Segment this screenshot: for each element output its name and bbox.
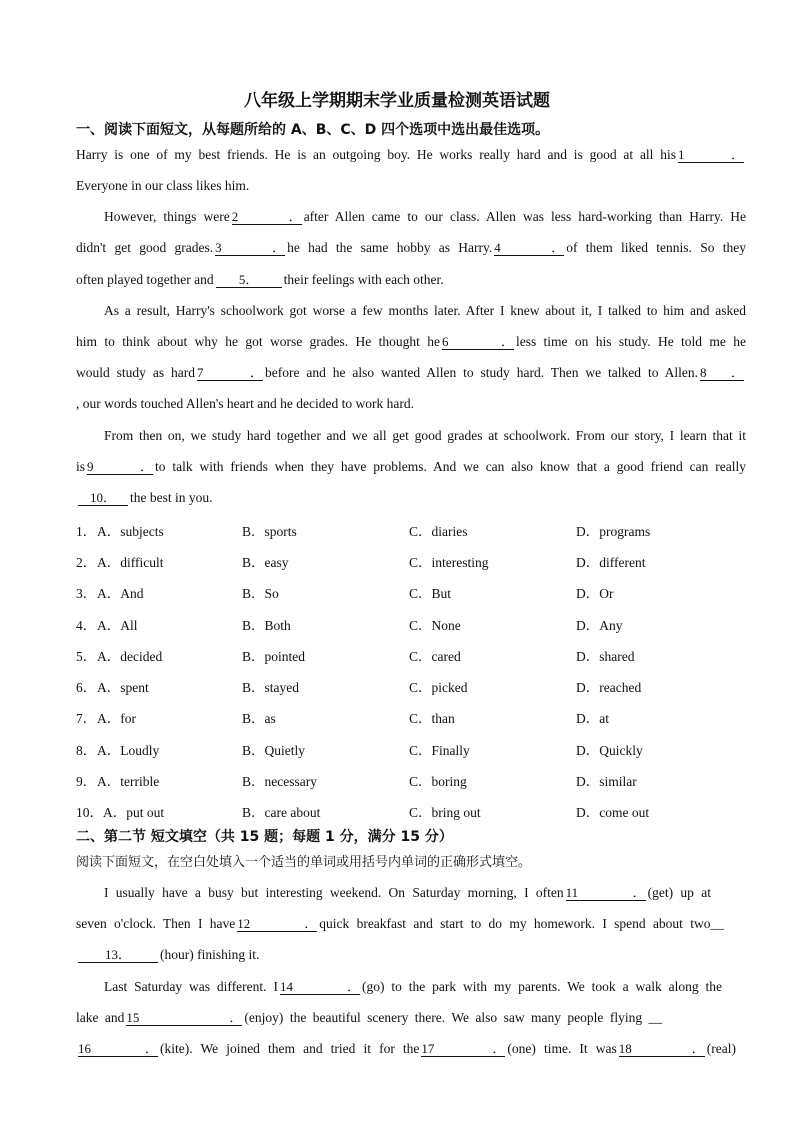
answer-blank[interactable]: 16．: [78, 1041, 158, 1056]
question-number: 7．: [76, 711, 97, 726]
passage-text: As a result, Harry's schoolwork got worse a few months later. After I knew about it, I talked to him and asked: [104, 303, 746, 318]
question-number: 2．: [76, 555, 97, 570]
answer-blank[interactable]: 18．: [618, 1041, 705, 1056]
option-b[interactable]: B．care about: [242, 805, 321, 820]
passage-line: [76, 1040, 736, 1058]
option-a[interactable]: A．for: [97, 711, 136, 726]
passage-text: (hour) finishing it.: [160, 947, 260, 962]
option-c[interactable]: C．boring: [409, 774, 467, 789]
question-number: 9．: [76, 774, 97, 789]
passage-line: [76, 239, 746, 257]
option-a[interactable]: A．put out: [103, 805, 165, 820]
option-b[interactable]: B．Both: [242, 618, 291, 633]
option-d[interactable]: D．programs: [576, 524, 651, 539]
option-c[interactable]: C．than: [409, 711, 455, 726]
answer-blank[interactable]: 12．: [237, 916, 318, 931]
answer-blank[interactable]: 1．: [678, 147, 744, 162]
question-number: 4．: [76, 618, 97, 633]
passage-text: less time on his study. He told me he: [515, 334, 746, 349]
option-d[interactable]: D．shared: [576, 649, 635, 664]
option-b[interactable]: B．easy: [242, 555, 289, 570]
option-c[interactable]: C．But: [409, 586, 452, 601]
passage-text: of them liked tennis. So they: [566, 240, 746, 255]
answer-blank[interactable]: 8．: [700, 365, 744, 380]
passage-text: From then on, we study hard together and we all get good grades at schoolwork. From our story, I learn that it: [104, 428, 746, 443]
passage-line: [76, 458, 746, 476]
passage-text: Last Saturday was different. I: [104, 979, 278, 994]
answer-blank[interactable]: 2．: [231, 209, 302, 224]
passage-text: (real): [706, 1041, 736, 1056]
passage-text: to talk with friends when they have problems. And we can also know that a good friend can really: [155, 459, 746, 474]
option-c[interactable]: C．diaries: [409, 524, 468, 539]
passage-text: Everyone in our class likes him.: [76, 178, 250, 193]
option-d[interactable]: D．different: [576, 555, 646, 570]
passage-line: [76, 271, 444, 289]
passage-line: [76, 364, 746, 382]
passage-text: (go) to the park with my parents. We took a walk along the: [361, 979, 723, 994]
option-d[interactable]: D．similar: [576, 774, 637, 789]
passage-line: [76, 177, 249, 195]
section2-instruction: 阅读下面短文，在空白处填入一个适当的单词或用括号内单词的正确形式填空。: [76, 855, 532, 870]
answer-blank[interactable]: 3．: [215, 240, 286, 255]
passage-line: [76, 489, 213, 507]
passage-text: he had the same hobby as Harry.: [287, 240, 493, 255]
passage-line: [104, 427, 746, 445]
passage-line: [76, 915, 724, 933]
passage-line: [104, 208, 746, 226]
passage-text: would study as hard: [76, 365, 195, 380]
answer-blank[interactable]: 13．: [78, 948, 158, 963]
option-d[interactable]: D．at: [576, 711, 609, 726]
passage-text: Harry is one of my best friends. He is an outgoing boy. He works really hard and is good at all his: [76, 147, 676, 162]
passage-text: didn't get good grades.: [76, 240, 214, 255]
passage-line: [104, 978, 722, 996]
option-b[interactable]: B．as: [242, 711, 276, 726]
passage-text: seven o'clock. Then I have: [76, 916, 236, 931]
passage-line: [76, 395, 414, 413]
passage-text: after Allen came to our class. Allen was less hard-working than Harry. He: [303, 209, 747, 224]
answer-blank[interactable]: 7．: [196, 365, 263, 380]
passage-text: (enjoy) the beautiful scenery there. We also saw many people flying __: [244, 1010, 662, 1025]
section2-heading: 二、第二节 短文填空（共 15 题；每题 1 分，满分 15 分）: [76, 829, 453, 845]
option-c[interactable]: C．cared: [409, 649, 461, 664]
answer-blank[interactable]: 14．: [279, 979, 360, 994]
question-number: 1．: [76, 524, 97, 539]
passage-text: is: [76, 459, 86, 474]
passage-text: often played together and: [76, 272, 214, 287]
passage-line: [76, 946, 259, 964]
option-b[interactable]: B．pointed: [242, 649, 305, 664]
answer-blank[interactable]: 15．: [126, 1010, 243, 1025]
option-d[interactable]: D．come out: [576, 805, 650, 820]
option-d[interactable]: D．Any: [576, 618, 623, 633]
passage-line: [76, 1009, 662, 1027]
question-number: 3．: [76, 586, 97, 601]
answer-blank[interactable]: 5．: [216, 273, 282, 288]
passage-text: (get) up at: [647, 885, 711, 900]
answer-blank[interactable]: 4．: [494, 240, 565, 255]
option-a[interactable]: A．spent: [97, 680, 149, 695]
option-c[interactable]: C．None: [409, 618, 461, 633]
passage-text: I usually have a busy but interesting weekend. On Saturday morning, I often: [104, 885, 564, 900]
passage-line: [76, 146, 746, 164]
option-b[interactable]: B．So: [242, 586, 279, 601]
option-a[interactable]: A．terrible: [97, 774, 160, 789]
option-b[interactable]: B．necessary: [242, 774, 317, 789]
option-a[interactable]: A．subjects: [97, 524, 164, 539]
answer-blank[interactable]: 10．: [78, 491, 128, 506]
question-number: 6．: [76, 680, 97, 695]
answer-blank[interactable]: 11．: [565, 885, 646, 900]
passage-text: their feelings with each other.: [283, 272, 444, 287]
passage-text: However, things were: [104, 209, 230, 224]
passage-text: quick breakfast and start to do my homework. I spend about two__: [319, 916, 724, 931]
passage-text: before and he also wanted Allen to study hard. Then we talked to Allen.: [264, 365, 698, 380]
page-title: 八年级上学期期末学业质量检测英语试题: [244, 91, 550, 111]
passage-line: [104, 302, 746, 320]
passage-text: , our words touched Allen's heart and he decided to work hard.: [76, 396, 414, 411]
option-c[interactable]: C．picked: [409, 680, 468, 695]
option-b[interactable]: B．Quietly: [242, 743, 305, 758]
option-a[interactable]: A．difficult: [97, 555, 164, 570]
section1-heading: 一、阅读下面短文，从每题所给的 A、B、C、D 四个选项中选出最佳选项。: [76, 122, 550, 138]
answer-blank[interactable]: 17．: [421, 1041, 506, 1056]
passage-text: him to think about why he got worse grades. He thought he: [76, 334, 440, 349]
question-number: 8．: [76, 743, 97, 758]
option-b[interactable]: B．sports: [242, 524, 297, 539]
option-a[interactable]: A．And: [97, 586, 144, 601]
passage-line: [76, 333, 746, 351]
option-c[interactable]: C．bring out: [409, 805, 481, 820]
option-d[interactable]: D．Or: [576, 586, 614, 601]
passage-text: (kite). We joined them and tried it for the: [160, 1041, 420, 1056]
option-d[interactable]: D．Quickly: [576, 743, 643, 758]
option-a[interactable]: A．All: [97, 618, 138, 633]
answer-blank[interactable]: 6．: [441, 334, 514, 349]
option-a[interactable]: A．Loudly: [97, 743, 160, 758]
answer-blank[interactable]: 9．: [87, 459, 154, 474]
question-number: 10．: [76, 805, 103, 820]
option-d[interactable]: D．reached: [576, 680, 642, 695]
option-c[interactable]: C．Finally: [409, 743, 470, 758]
passage-line: [104, 884, 711, 902]
option-a[interactable]: A．decided: [97, 649, 163, 664]
option-b[interactable]: B．stayed: [242, 680, 299, 695]
passage-text: lake and: [76, 1010, 125, 1025]
option-c[interactable]: C．interesting: [409, 555, 489, 570]
question-number: 5．: [76, 649, 97, 664]
passage-text: (one) time. It was: [507, 1041, 617, 1056]
passage-text: the best in you.: [130, 490, 213, 505]
